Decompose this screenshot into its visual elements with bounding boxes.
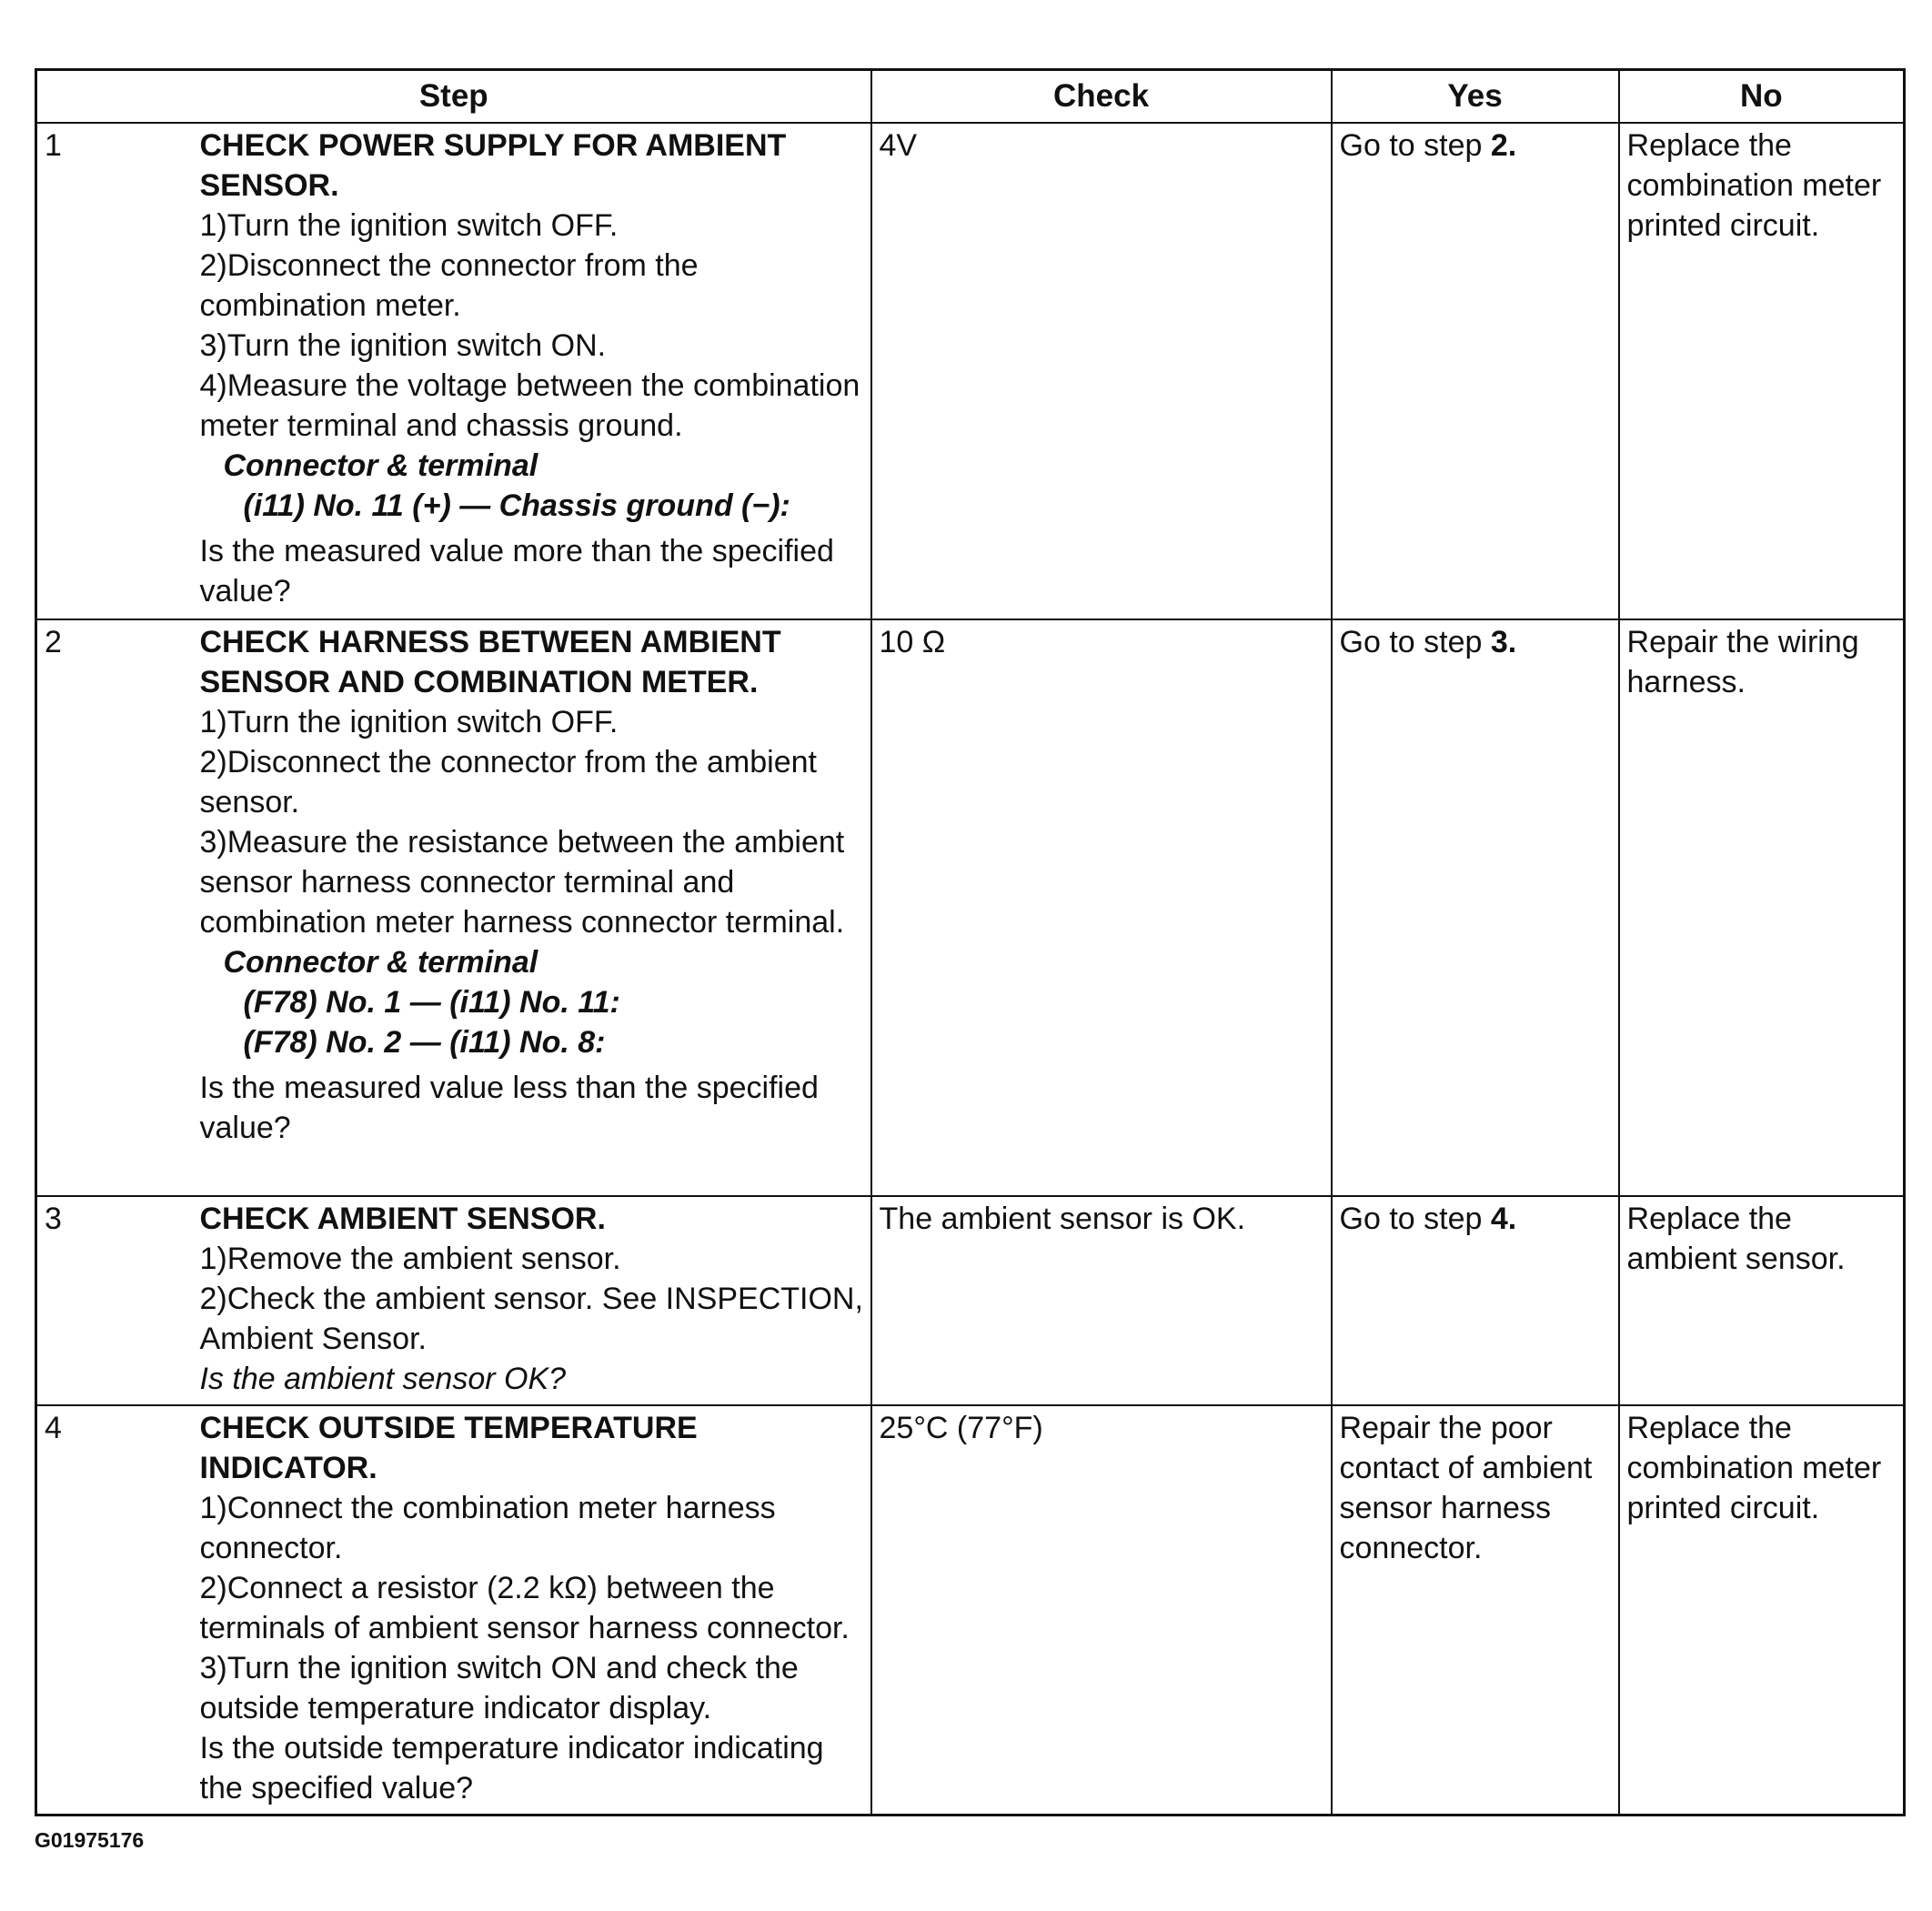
step-instruction: 2)Disconnect the connector from the combination meter.	[199, 248, 699, 323]
header-check: Check	[871, 70, 1332, 124]
spec-heading: Connector & terminal	[223, 945, 538, 980]
yes-cell	[1332, 619, 1619, 1196]
check-value: The ambient sensor is OK.	[871, 1196, 1332, 1405]
step-title: CHECK POWER SUPPLY FOR AMBIENT SENSOR.	[199, 128, 787, 203]
step-instruction: 1)Connect the combination meter harness connector.	[199, 1491, 776, 1565]
step-instruction: 3)Turn the ignition switch ON and check the outside temperature indicator display.	[199, 1651, 799, 1725]
no-cell: Replace the combination meter printed circuit.	[1619, 1405, 1905, 1815]
table-row	[36, 619, 1905, 1196]
step-question: Is the ambient sensor OK?	[199, 1362, 567, 1396]
figure-id: G01975176	[35, 1828, 145, 1852]
check-value: 25°C (77°F)	[871, 1405, 1332, 1815]
step-cell	[193, 123, 871, 619]
step-question: Is the outside temperature indicator indicating the specified value?	[199, 1731, 824, 1805]
spec-terminal: (F78) No. 1 — (i11) No. 11:	[243, 985, 620, 1020]
step-title: CHECK AMBIENT SENSOR.	[199, 1202, 606, 1236]
step-cell	[193, 619, 871, 1196]
step-instruction: 1)Turn the ignition switch OFF.	[199, 705, 619, 739]
step-number: 1	[36, 123, 193, 619]
step-instruction: 2)Check the ambient sensor. See INSPECTION, Ambient Sensor.	[199, 1282, 863, 1356]
step-instruction: 3)Turn the ignition switch ON.	[199, 328, 607, 363]
header-step: Step	[36, 70, 871, 124]
header-no: No	[1619, 70, 1905, 124]
step-number: 3	[36, 1196, 193, 1405]
step-title: CHECK HARNESS BETWEEN AMBIENT SENSOR AND COMBINATION METER.	[199, 625, 781, 699]
diagnostic-table	[35, 68, 1906, 1816]
spec-terminal: (i11) No. 11 (+) — Chassis ground (−):	[243, 488, 790, 523]
yes-text: Go to step	[1339, 1202, 1491, 1236]
step-cell	[193, 1405, 871, 1815]
step-title: CHECK OUTSIDE TEMPERATURE INDICATOR.	[199, 1411, 698, 1485]
step-number: 2	[36, 619, 193, 1196]
step-number: 4	[36, 1405, 193, 1815]
no-cell: Replace the ambient sensor.	[1619, 1196, 1905, 1405]
yes-text: Go to step	[1339, 128, 1491, 163]
yes-step-number: 4.	[1490, 1202, 1517, 1236]
step-instruction: 3)Measure the resistance between the ambient sensor harness connector terminal and combination meter harness connector terminal.	[199, 825, 845, 940]
check-value: 10 Ω	[871, 619, 1332, 1196]
table-row	[36, 123, 1905, 619]
no-cell: Repair the wiring harness.	[1619, 619, 1905, 1196]
step-instruction: 4)Measure the voltage between the combination meter terminal and chassis ground.	[199, 368, 860, 443]
check-value: 4V	[871, 123, 1332, 619]
step-instruction: 1)Turn the ignition switch OFF.	[199, 208, 619, 243]
yes-cell	[1332, 1196, 1619, 1405]
step-question: Is the measured value less than the specified value?	[199, 1071, 819, 1145]
step-instruction: 2)Connect a resistor (2.2 kΩ) between the terminals of ambient sensor harness connector.	[199, 1571, 850, 1645]
yes-cell	[1332, 123, 1619, 619]
table-row	[36, 1405, 1905, 1815]
spec-heading: Connector & terminal	[223, 448, 538, 483]
step-cell	[193, 1196, 871, 1405]
table-row	[36, 1196, 1905, 1405]
step-instruction: 1)Remove the ambient sensor.	[199, 1242, 621, 1276]
yes-text: Go to step	[1339, 625, 1491, 659]
header-row	[36, 70, 1905, 124]
spec-terminal: (F78) No. 2 — (i11) No. 8:	[243, 1025, 606, 1060]
yes-cell: Repair the poor contact of ambient sensor harness connector.	[1332, 1405, 1619, 1815]
step-instruction: 2)Disconnect the connector from the ambient sensor.	[199, 745, 817, 820]
step-question: Is the measured value more than the specified value?	[199, 534, 834, 609]
no-cell: Replace the combination meter printed circuit.	[1619, 123, 1905, 619]
header-yes: Yes	[1332, 70, 1619, 124]
yes-step-number: 3.	[1490, 625, 1517, 659]
yes-step-number: 2.	[1490, 128, 1517, 163]
